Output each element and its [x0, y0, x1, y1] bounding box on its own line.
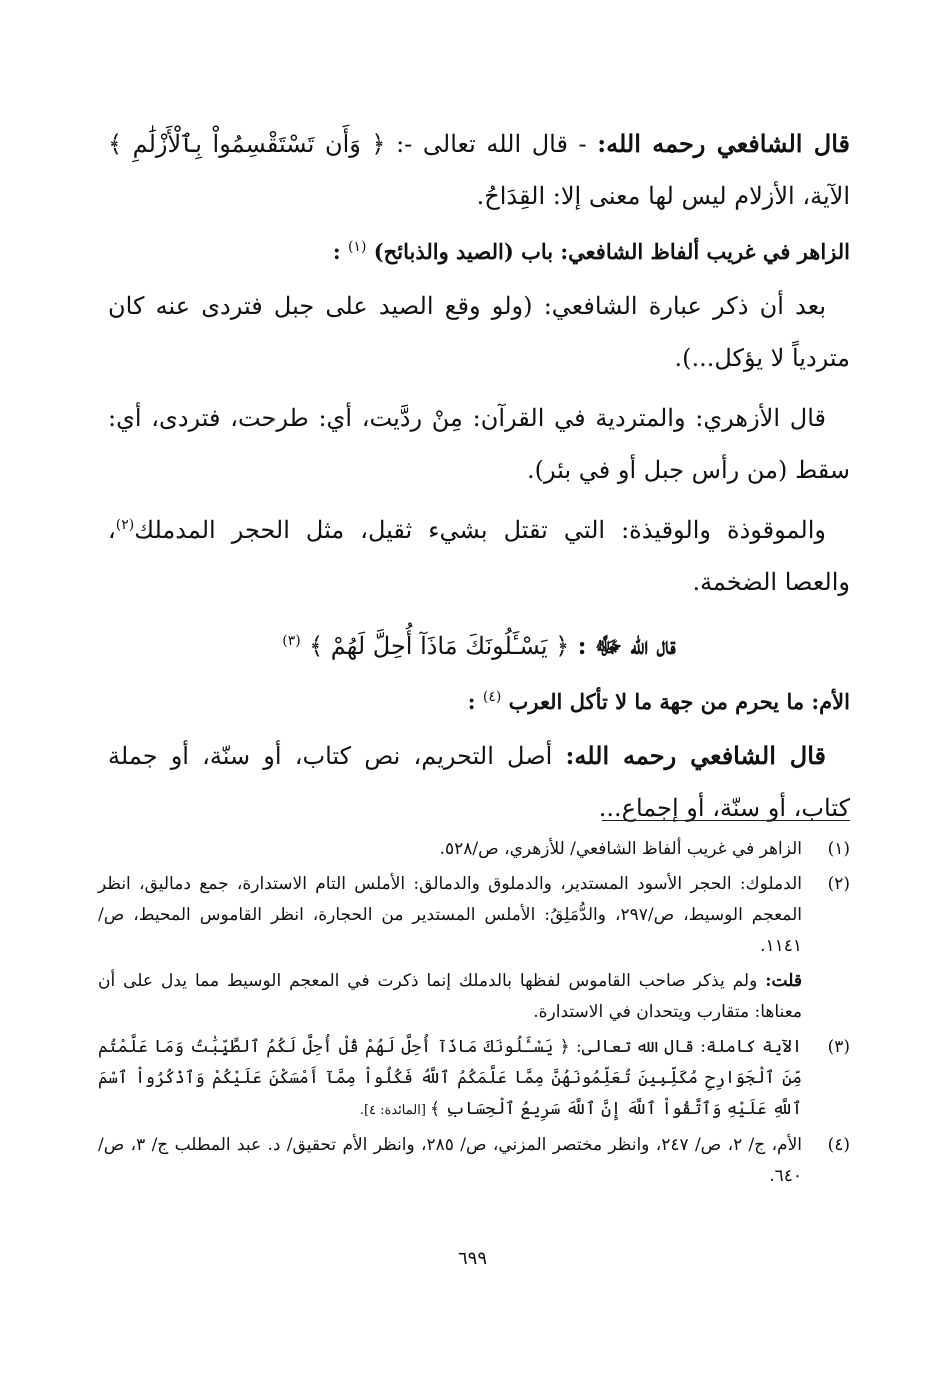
paragraph-text: أصل التحريم، نص كتاب، أو سنّة، أو جملة كتاب، أو سنّة، أو إجماع... — [108, 742, 850, 822]
footnote-number: (١) — [827, 839, 850, 859]
footnote-2-note — [98, 966, 802, 1028]
section-heading-umm — [108, 680, 850, 724]
heading-colon: : — [332, 239, 341, 264]
shafii-lead: قال الشافعي رحمه الله: — [565, 741, 827, 770]
footnote-ref-3: (٣) — [282, 633, 301, 649]
heading-text: الأم: ما يحرم من جهة ما لا تأكل العرب — [508, 689, 850, 714]
paragraph-tahrim — [108, 730, 850, 834]
footnotes — [98, 834, 850, 1196]
footnote-text: الزاهر في غريب ألفاظ الشافعي/ للأزهري، ص/٥٢٨. — [439, 839, 802, 859]
footnote-number: (٣) — [827, 1037, 850, 1057]
verse-heading — [108, 618, 850, 674]
footnote-ref-1: (١) — [347, 239, 367, 255]
footnote-text — [98, 1032, 802, 1126]
footnote-text: الدملوك: الحجر الأسود المستدير، والدملوق والدمالق: الأملس التام الاستدارة، جمع دماليق، انظر المعجم الوسيط، ص/٢٩٧، والدُّمَلِقُ: الأملس المستدير من الحجارة، انظر القاموس المحيط، ص/ ١١٤١. — [98, 874, 802, 956]
footnote-2 — [98, 869, 850, 962]
paragraph-text: - قال الله تعالى -: — [385, 130, 598, 158]
paragraph-text: ، والعصا الضخمة. — [108, 516, 850, 596]
footnote-number: (٤) — [827, 1135, 850, 1155]
heading-text: الزاهر في غريب ألفاظ الشافعي: باب (الصيد والذبائح) — [373, 239, 850, 264]
heading-colon: : — [467, 689, 476, 714]
note-text: ولم يذكر صاحب القاموس لفظها بالدملك إنما ذكرت في المعجم الوسيط مما يدل على أن معناها: متقارب ويتحدان في الاستدارة. — [98, 971, 802, 1022]
footnote-ref-4: (٤) — [482, 689, 502, 705]
main-text — [108, 118, 850, 842]
paragraph-text: والموقوذة والوقيذة: التي تقتل بشيء ثقيل، مثل الحجر المدملك — [134, 516, 826, 544]
footnote-1 — [98, 834, 850, 865]
footnote-3 — [98, 1032, 850, 1126]
page-number: ٦٩٩ — [457, 1248, 487, 1269]
footnote-ref-2: (٢) — [115, 517, 135, 533]
paragraph-text: الآية، الأزلام ليس لها معنى إلا: القِدَاحُ. — [476, 182, 850, 210]
surah-reference: [المائدة: ٤]. — [359, 1103, 431, 1118]
section-heading-zahir — [108, 230, 850, 274]
paragraph-shafii-azlam — [108, 118, 850, 222]
paragraph-mawqudha — [108, 504, 850, 608]
footnote-number: (٢) — [827, 874, 850, 894]
verse-lead: قال الله ﷻ : — [577, 631, 676, 660]
note-lead: قلت: — [765, 971, 802, 991]
footnote-4 — [98, 1130, 850, 1192]
paragraph-azhari: قال الأزهري: والمتردية في القرآن: مِنْ ردَّيت، أي: طرحت، فتردى، أي: سقط (من رأس جبل أو في بئر). — [108, 404, 850, 484]
footnote-verse: الآية كاملة: قال الله تعالى: ﴿ يَسْـَٔلُونَكَ مَاذَآ أُحِلَّ لَهُمْ قُلْ أُحِلَّ لَكُمُ ٱلطَّيِّبَٰتُ وَمَا عَلَّمْتُم مِّنَ ٱلْجَوَارِحِ مُكَلِّبِينَ تُعَلِّمُونَهُنَّ مِمَّا عَلَّمَكُمُ ٱللَّهُ فَكُلُواْ مِمَّآ أَمْسَكْنَ عَلَيْكُمْ وَٱذْكُرُواْ ٱسْمَ ٱللَّهِ عَلَيْهِ وَٱتَّقُواْ ٱللَّهَ إِنَّ ٱللَّهَ سَرِيعُ ٱلْحِسَابِ ﴾ — [98, 1037, 802, 1119]
footnote-text: الأم، ج/ ٢، ص/ ٢٤٧، وانظر مختصر المزني، ص/ ٢٨٥، وانظر الأم تحقيق/ د. عبد المطلب ج/ ٣، ص/ ٦٤٠. — [98, 1135, 803, 1186]
shafii-lead: قال الشافعي رحمه الله: — [597, 129, 850, 158]
quran-verse: ﴿ يَسْـَٔلُونَكَ مَاذَآ أُحِلَّ لَهُمْ ﴾ — [309, 632, 570, 660]
footnote-divider — [602, 820, 850, 821]
paragraph-shafii-quote: بعد أن ذكر عبارة الشافعي: (ولو وقع الصيد على جبل فتردى عنه كان متردياً لا يؤكل...). — [108, 292, 850, 372]
quran-verse: ﴿ وَأَن تَسْتَقْسِمُواْ بِٱلْأَزْلَٰمِ ﴾ — [108, 130, 386, 158]
